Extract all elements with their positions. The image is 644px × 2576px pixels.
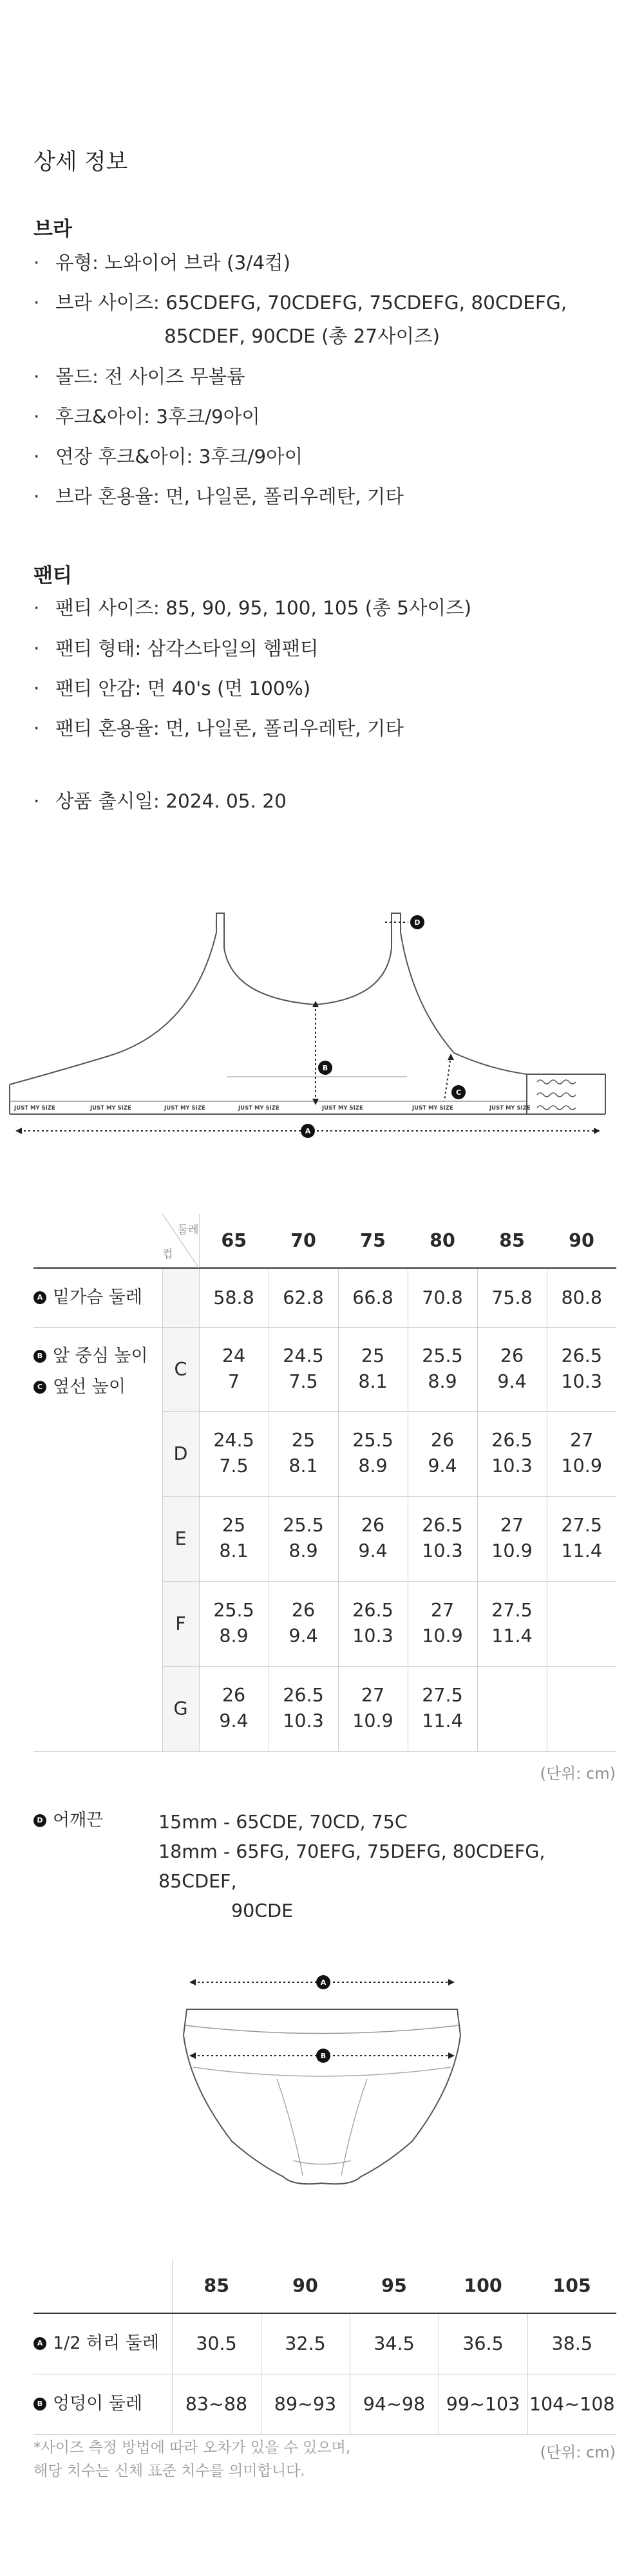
- table-cell: 24.5 7.5: [199, 1411, 269, 1496]
- marker-b: B: [33, 2398, 46, 2410]
- column-header: 85: [172, 2259, 261, 2313]
- cup-label: C: [162, 1327, 199, 1411]
- table-cell: 38.5: [527, 2313, 616, 2374]
- table-row-waist: A 1/2 허리 둘레 30.5 32.5 34.5 36.5 38.5: [33, 2313, 616, 2374]
- svg-text:D: D: [414, 918, 421, 927]
- table-cell: 26 9.4: [338, 1496, 408, 1581]
- cup-label: G: [162, 1666, 199, 1751]
- bra-bullet-type: · 유형: 노와이어 브라 (3/4컵): [33, 252, 291, 274]
- bra-size-table: [33, 1214, 616, 1752]
- column-header: 90: [547, 1214, 616, 1268]
- hook-eye-icon: [537, 1080, 576, 1110]
- table-cell: 26.5 10.3: [408, 1496, 477, 1581]
- table-cell: 62.8: [269, 1268, 338, 1327]
- table-cell: 26.5 10.3: [338, 1581, 408, 1666]
- table-cell: 27.5 11.4: [477, 1581, 547, 1666]
- panty-bullet-sizes: · 팬티 사이즈: 85, 90, 95, 100, 105 (총 5사이즈): [33, 597, 471, 619]
- bra-bullet-mold: · 몰드: 전 사이즈 무볼륨: [33, 366, 245, 388]
- table-cell: 26 9.4: [477, 1327, 547, 1411]
- table-cell: 27 10.9: [408, 1581, 477, 1666]
- band-text: JUST MY SIZE: [412, 1105, 453, 1112]
- bra-bullet-sizes-cont: 85CDEF, 90CDE (총 27사이즈): [164, 325, 440, 347]
- table-cell: 30.5: [172, 2313, 261, 2374]
- table-cell: 27 10.9: [547, 1411, 616, 1496]
- table-cell: 99~103: [439, 2374, 527, 2434]
- table-cell: 25.5 8.9: [338, 1411, 408, 1496]
- marker-d: D: [33, 1814, 46, 1827]
- column-header: 65: [199, 1214, 269, 1268]
- table-header-blank: [33, 1214, 162, 1268]
- table-cell: 36.5: [439, 2313, 527, 2374]
- table-cell: 25.5 8.9: [269, 1496, 338, 1581]
- table-corner: 둘레 컵: [162, 1214, 199, 1268]
- marker-b: [316, 2049, 330, 2063]
- panty-bullet-material: · 팬티 혼용율: 면, 나일론, 폴리우레탄, 기타: [33, 717, 404, 739]
- table-cell: 26.5 10.3: [477, 1411, 547, 1496]
- table-cell-empty: [477, 1666, 547, 1751]
- band-text: JUST MY SIZE: [238, 1105, 279, 1112]
- marker-c: [451, 1085, 466, 1099]
- band-text: JUST MY SIZE: [14, 1105, 55, 1112]
- page-title: 상세 정보: [33, 149, 128, 175]
- table-cell: 58.8: [199, 1268, 269, 1327]
- table-cell: 26.5 10.3: [269, 1666, 338, 1751]
- table-cell: 25 8.1: [338, 1327, 408, 1411]
- table-row-underbust: A 밑가슴 둘레 58.8 62.8 66.8 70.8 75.8 80.8: [33, 1268, 616, 1327]
- column-header: 105: [527, 2259, 616, 2313]
- band-text: JUST MY SIZE: [322, 1105, 363, 1112]
- band-text: JUST MY SIZE: [489, 1105, 531, 1112]
- table-row-cup-c: B 앞 중심 높이 C 옆선 높이 C 24 7 24.5 7.5 25 8.1 25.5 8.9 26 9.4 26.5 10.3: [33, 1327, 616, 1411]
- release-date: · 상품 출시일: 2024. 05. 20: [33, 790, 287, 812]
- table-header-blank: [33, 2259, 172, 2313]
- table-cell: 75.8: [477, 1268, 547, 1327]
- table-cell: 80.8: [547, 1268, 616, 1327]
- panty-diagram: [0, 1964, 644, 2209]
- svg-text:A: A: [305, 1127, 311, 1135]
- table-cell: 26 9.4: [408, 1411, 477, 1496]
- svg-text:B: B: [320, 2052, 327, 2060]
- marker-c: C: [33, 1381, 46, 1394]
- table-cell: 83~88: [172, 2374, 261, 2434]
- column-header: 95: [350, 2259, 439, 2313]
- marker-a: [316, 1975, 330, 1989]
- table-cell: 27.5 11.4: [408, 1666, 477, 1751]
- bra-bullet-material: · 브라 혼용율: 면, 나일론, 폴리우레탄, 기타: [33, 486, 404, 507]
- bra-heading: 브라: [33, 218, 72, 241]
- table-cell: 24 7: [199, 1327, 269, 1411]
- marker-b: [318, 1061, 332, 1075]
- table-cell: 27 10.9: [477, 1496, 547, 1581]
- table-cell: 34.5: [350, 2313, 439, 2374]
- cup-label: F: [162, 1581, 199, 1666]
- table-cell: 25.5 8.9: [199, 1581, 269, 1666]
- unit-label: (단위: cm): [540, 2443, 616, 2461]
- column-header: 75: [338, 1214, 408, 1268]
- column-header: 100: [439, 2259, 527, 2313]
- strap-line: 15mm - 65CDE, 70CD, 75C: [158, 1812, 408, 1833]
- strap-line: 18mm - 65FG, 70EFG, 75DEFG, 80CDEFG, 85CDEF,: [158, 1841, 545, 1892]
- panty-bullet-lining: · 팬티 안감: 면 40's (면 100%): [33, 677, 311, 699]
- marker-a: [301, 1124, 315, 1138]
- table-cell: 26 9.4: [199, 1666, 269, 1751]
- panty-size-table: [33, 2259, 616, 2435]
- band-text: JUST MY SIZE: [90, 1105, 131, 1112]
- table-cell-empty: [547, 1666, 616, 1751]
- marker-a: A: [33, 1291, 46, 1304]
- column-header: 85: [477, 1214, 547, 1268]
- table-cell: 66.8: [338, 1268, 408, 1327]
- table-cell: 89~93: [261, 2374, 350, 2434]
- svg-text:C: C: [455, 1088, 462, 1097]
- table-cell: 104~108: [527, 2374, 616, 2434]
- panty-heading: 팬티: [33, 564, 72, 587]
- table-cell: 32.5: [261, 2313, 350, 2374]
- band-text: JUST MY SIZE: [164, 1105, 205, 1112]
- bra-bullet-ext-hook: · 연장 후크&아이: 3후크/9아이: [33, 446, 303, 468]
- table-cell-empty: [547, 1581, 616, 1666]
- footnote: *사이즈 측정 방법에 따라 오차가 있을 수 있으며, 해당 치수는 신체 표준 치수를 의미합니다.: [33, 2439, 351, 2479]
- table-cell: 25 8.1: [269, 1411, 338, 1496]
- table-cell: 24.5 7.5: [269, 1327, 338, 1411]
- bra-bullet-sizes: · 브라 사이즈: 65CDEFG, 70CDEFG, 75CDEFG, 80CDEFG,: [33, 292, 567, 314]
- table-cell: 70.8: [408, 1268, 477, 1327]
- table-cell: 26 9.4: [269, 1581, 338, 1666]
- strap-label: 어깨끈: [53, 1810, 104, 1830]
- bra-diagram: [0, 902, 644, 1146]
- table-cell: 25.5 8.9: [408, 1327, 477, 1411]
- table-cell: 27 10.9: [338, 1666, 408, 1751]
- table-cell: 27.5 11.4: [547, 1496, 616, 1581]
- cup-label: D: [162, 1411, 199, 1496]
- strap-line: 90CDE: [231, 1900, 294, 1922]
- svg-text:B: B: [322, 1064, 328, 1072]
- marker-b: B: [33, 1350, 46, 1363]
- unit-label: (단위: cm): [540, 1765, 616, 1783]
- table-cell: 94~98: [350, 2374, 439, 2434]
- svg-text:A: A: [320, 1978, 327, 1987]
- marker-a: A: [33, 2337, 46, 2350]
- bra-bullet-hook: · 후크&아이: 3후크/9아이: [33, 406, 260, 428]
- table-cell: 25 8.1: [199, 1496, 269, 1581]
- column-header: 70: [269, 1214, 338, 1268]
- column-header: 80: [408, 1214, 477, 1268]
- marker-d: [410, 915, 424, 929]
- cup-label: E: [162, 1496, 199, 1581]
- table-row-hip: B 엉덩이 둘레 83~88 89~93 94~98 99~103 104~108: [33, 2374, 616, 2434]
- table-cell: 26.5 10.3: [547, 1327, 616, 1411]
- panty-bullet-shape: · 팬티 형태: 삼각스타일의 헴팬티: [33, 638, 319, 659]
- column-header: 90: [261, 2259, 350, 2313]
